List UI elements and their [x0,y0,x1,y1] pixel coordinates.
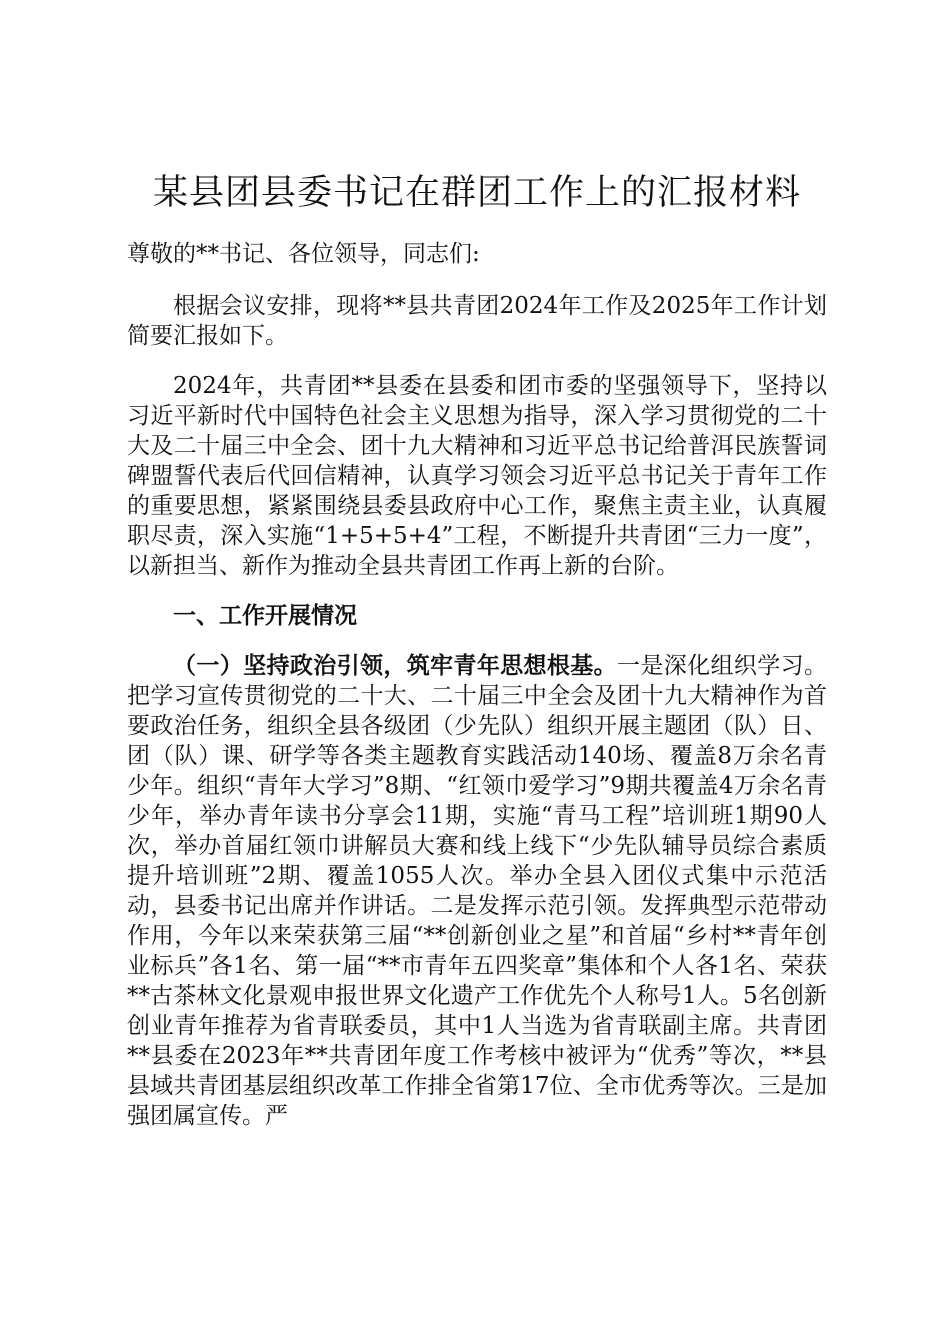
subsection-paragraph [127,651,827,1131]
document-page [127,165,827,1151]
intro-paragraph: 根据会议安排，现将**县共青团2024年工作及2025年工作计划简要汇报如下。 [127,293,827,349]
subsection-body: 一是深化组织学习。把学习宣传贯彻党的二十大、二十届三中全会及团十九大精神作为首要政治任务，组织全县各级团（少先队）组织开展主题团（队）日、团（队）课、研学等各类主题教育实践活动140场、覆盖8万余名青少年。组织“青年大学习”8期、“红领巾爱学习”9期共覆盖4万余名青少年，举办青年读书分享会11期，实施“青马工程”培训班1期90人次，举办首届红领巾讲解员大赛和线上线下“少先队辅导员综合素质提升培训班”2期、覆盖1055人次。举办全县入团仪式集中示范活动，县委书记出席并作讲话。二是发挥示范引领。发挥典型示范带动作用，今年以来荣获第三届“**创新创业之星”和首届“乡村**青年创业标兵”各1名、第一届“**市青年五四奖章”集体和个人各1名、荣获**古茶林文化景观申报世界文化遗产工作优先个人称号1人。5名创新创业青年推荐为省青联委员，其中1人当选为省青联副主席。共青团**县委在2023年**共青团年度工作考核中被评为“优秀”等次，**县县域共青团基层组织改革工作排全省第17位、全市优秀等次。三是加强团属宣传。严 [127,653,828,1129]
document-title: 某县团县委书记在群团工作上的汇报材料 [152,173,801,213]
salutation: 尊敬的**书记、各位领导，同志们: [127,241,480,267]
subsection-lead: （一）坚持政治引领，筑牢青年思想根基。 [173,652,618,679]
section-heading: 一、工作开展情况 [173,602,357,629]
overview-paragraph: 2024年，共青团**县委在县委和团市委的坚强领导下，坚持以习近平新时代中国特色社会主义思想为指导，深入学习贯彻党的二十大及二十届三中全会、团十九大精神和习近平总书记给普洱民族誓词碑盟誓代表后代回信精神，认真学习领会习近平总书记关于青年工作的重要思想，紧紧围绕县委县政府中心工作，聚焦主责主业，认真履职尽责，深入实施“1+5+5+4”工程，不断提升共青团“三力一度”，以新担当、新作为推动全县共青团工作再上新的台阶。 [127,373,827,579]
